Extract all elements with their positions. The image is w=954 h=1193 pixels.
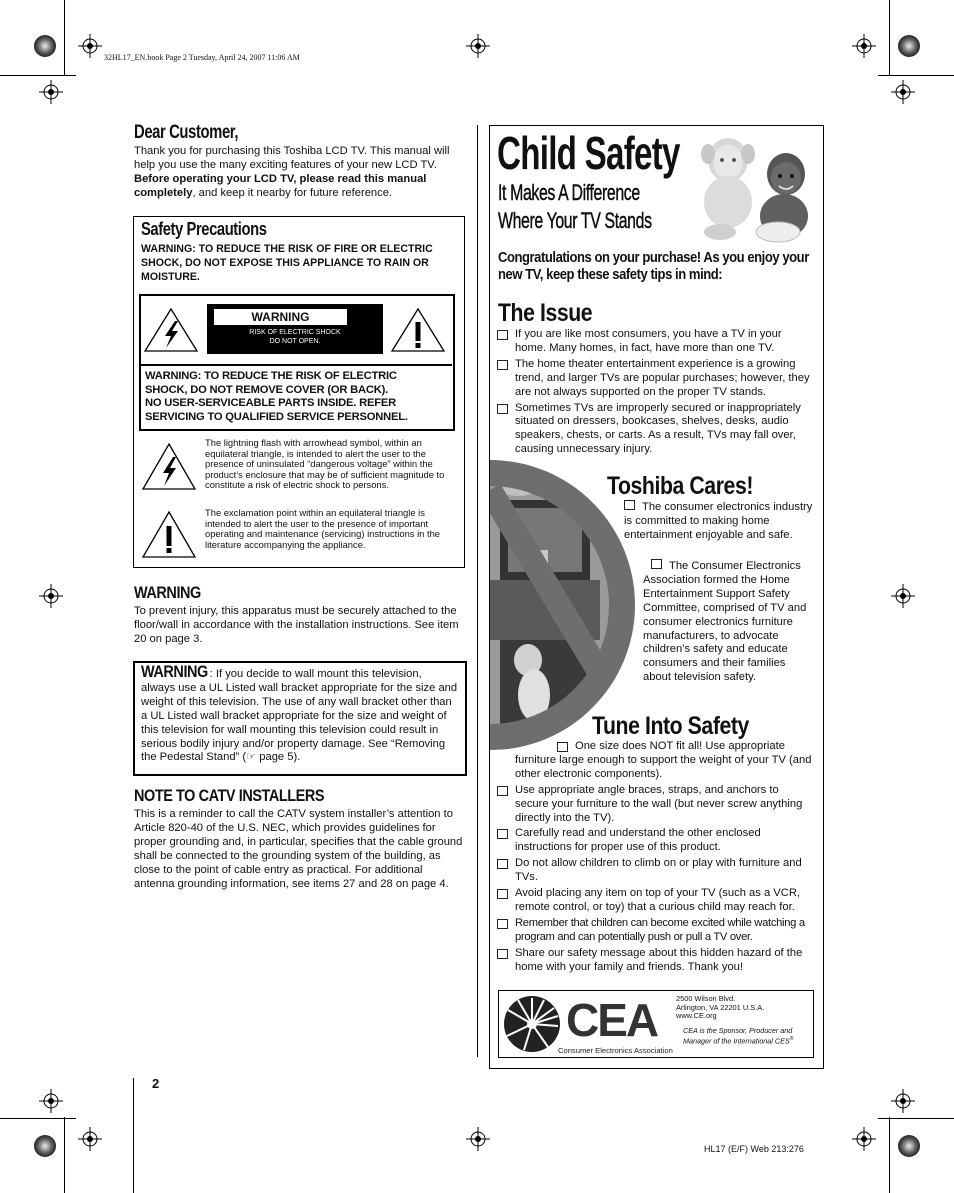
congrats-text: Congratulations on your purchase! As you enjoy your new TV, keep these safety tips in mind: xyxy=(498,250,809,283)
checkbox-icon xyxy=(497,889,508,899)
cea-starburst-icon xyxy=(502,994,562,1054)
safety-warning-text: WARNING: TO REDUCE THE RISK OF FIRE OR ELECTRIC SHOCK, DO NOT EXPOSE THIS APPLIANCE TO RAIN OR MOISTURE. xyxy=(141,243,433,283)
checkbox-icon xyxy=(497,949,508,959)
checkbox-icon xyxy=(497,786,508,796)
checkbox-icon xyxy=(497,360,508,370)
list-item: Do not allow children to climb on or play with furniture and TVs. xyxy=(497,857,815,885)
column-divider xyxy=(477,125,478,1057)
bold-warning-text: WARNING: TO REDUCE THE RISK OF ELECTRIC SHOCK, DO NOT REMOVE COVER (OR BACK). NO USER-SERVICEABLE PARTS INSIDE. REFER SERVICING TO QUALIFIED SERVICE PERSONNEL. xyxy=(145,370,408,423)
page-number: 2 xyxy=(152,1076,160,1091)
checkbox-icon xyxy=(497,859,508,869)
cea-logo-sub: Consumer Electronics Association xyxy=(558,1046,673,1055)
cea-address: 2500 Wilson Blvd. Arlington, VA 22201 U.S.A. www.CE.org xyxy=(676,994,765,1021)
cares-item-1: The consumer electronics industry is committed to making home entertainment enjoyable and safe. xyxy=(624,501,813,541)
cea-logo-text: CEA xyxy=(566,994,658,1046)
cea-sponsor: CEA is the Sponsor, Producer and Manager of the International CES® xyxy=(683,1026,794,1046)
dear-customer-text: Thank you for purchasing this Toshiba LCD TV. This manual will help you use the many exciting features of your new LCD TV. Before operating your LCD TV, please read this manual completely, and keep it nearby for future reference. xyxy=(134,145,450,199)
label-divider xyxy=(140,364,452,366)
warning-label-title: WARNING xyxy=(214,309,347,325)
list-item: The home theater entertainment experience is a growing trend, and larger TVs are popular purchases; however, they are not always supported on the proper TV stands. xyxy=(497,358,815,400)
list-item: Carefully read and understand the other enclosed instructions for proper use of this product. xyxy=(497,827,815,855)
cares-item-2: The Consumer Electronics Association formed the Home Entertainment Support Safety Committee, comprised of TV and consumer electronics furniture manufacturers, to advocate children’s safety and educate consumers and their families about television safety. xyxy=(643,560,807,684)
tune-heading: Tune Into Safety xyxy=(592,712,749,740)
list-item: Share our safety message about this hidden hazard of the home with your family and friends. Thank you! xyxy=(497,947,815,975)
child-safety-title: Child Safety xyxy=(497,127,680,179)
list-item: Remember that children can become excited while watching a program and can potentially push or pull a TV over. xyxy=(497,917,815,945)
warning-text: To prevent injury, this apparatus must be securely attached to the floor/wall in accordance with the installation instructions. See item 20 on page 3. xyxy=(134,605,459,645)
checkbox-icon xyxy=(624,500,635,510)
issue-list xyxy=(497,328,815,457)
list-item: One size does NOT fit all! Use appropriate furniture large enough to support the weight of your TV (and other electronic components). xyxy=(515,740,812,780)
exclamation-symbol-icon xyxy=(140,509,198,561)
exclamation-triangle-icon xyxy=(389,306,447,354)
pointing-hand-icon: ☞ xyxy=(246,751,257,764)
catv-heading: NOTE TO CATV INSTALLERS xyxy=(134,786,325,805)
list-item: Avoid placing any item on top of your TV (such as a VCR, remote control, or toy) that a curious child may reach for. xyxy=(497,887,815,915)
lightning-symbol-icon xyxy=(140,441,198,493)
file-info: 32HL17_EN.book Page 2 Tuesday, April 24, 2007 11:06 AM xyxy=(104,53,300,62)
babies-photo xyxy=(690,132,820,244)
no-climbing-photo xyxy=(490,460,640,750)
lightning-triangle-icon xyxy=(142,306,200,354)
checkbox-icon xyxy=(497,829,508,839)
warning-label-sub1: RISK OF ELECTRIC SHOCK xyxy=(249,329,341,336)
checkbox-icon xyxy=(497,330,508,340)
checkbox-icon xyxy=(557,742,568,752)
lightning-explanation: The lightning flash with arrowhead symbol, within an equilateral triangle, is intended to alert the user to the presence of uninsulated “dangerous voltage” within the product’s enclosure that may be of sufficient magnitude to constitute a risk of electric shock to persons. xyxy=(205,437,445,491)
list-item: Sometimes TVs are improperly secured or inappropriately situated on dressers, bookcases, shelves, desks, audio speakers, chests, or carts. As a result, TVs may fall over, causing unnecessary injury. xyxy=(497,402,815,458)
tune-list xyxy=(497,740,815,975)
catv-text: This is a reminder to call the CATV system installer’s attention to Article 820-40 of the U.S. NEC, which provides guidelines for proper grounding and, in particular, specifies that the cable ground shall be connected to the grounding system of the building, as close to the point of cable entry as practical. For additional antenna grounding information, see items 27 and 28 on page 4. xyxy=(134,808,463,890)
dear-customer-heading: Dear Customer, xyxy=(134,122,239,143)
list-item: Use appropriate angle braces, straps, and anchors to secure your furniture to the wall (but never screw anything directly into the TV). xyxy=(497,784,815,826)
warning-heading: WARNING xyxy=(134,583,201,602)
toshiba-cares-heading: Toshiba Cares! xyxy=(607,472,753,500)
child-safety-subtitle: It Makes A Difference Where Your TV Stands xyxy=(498,180,652,233)
checkbox-icon xyxy=(651,559,662,569)
wall-mount-warning-text: WARNING : If you decide to wall mount this television, always use a UL Listed wall bracket appropriate for the size and weight of this television. The use of any wall bracket other than a UL Listed wall bracket appropriate for the size and weight of this television for wall mounting this television could result in serious bodily injury and/or property damage. See “Removing the Pedestal Stand” (☞ page 5). xyxy=(141,662,458,764)
safety-heading: Safety Precautions xyxy=(141,219,267,239)
checkbox-icon xyxy=(497,404,508,414)
list-item: If you are like most consumers, you have a TV in your home. Many homes, in fact, have more than one TV. xyxy=(497,328,815,356)
issue-heading: The Issue xyxy=(498,299,593,327)
warning-label-sub2: DO NOT OPEN. xyxy=(269,338,321,345)
footer-code: HL17 (E/F) Web 213:276 xyxy=(704,1144,804,1154)
checkbox-icon xyxy=(497,919,508,929)
dear-customer-section xyxy=(134,122,464,201)
exclamation-explanation: The exclamation point within an equilateral triangle is intended to alert the user to the presence of important operating and maintenance (servicing) instructions in the literature accompanying the appliance. xyxy=(205,507,441,550)
